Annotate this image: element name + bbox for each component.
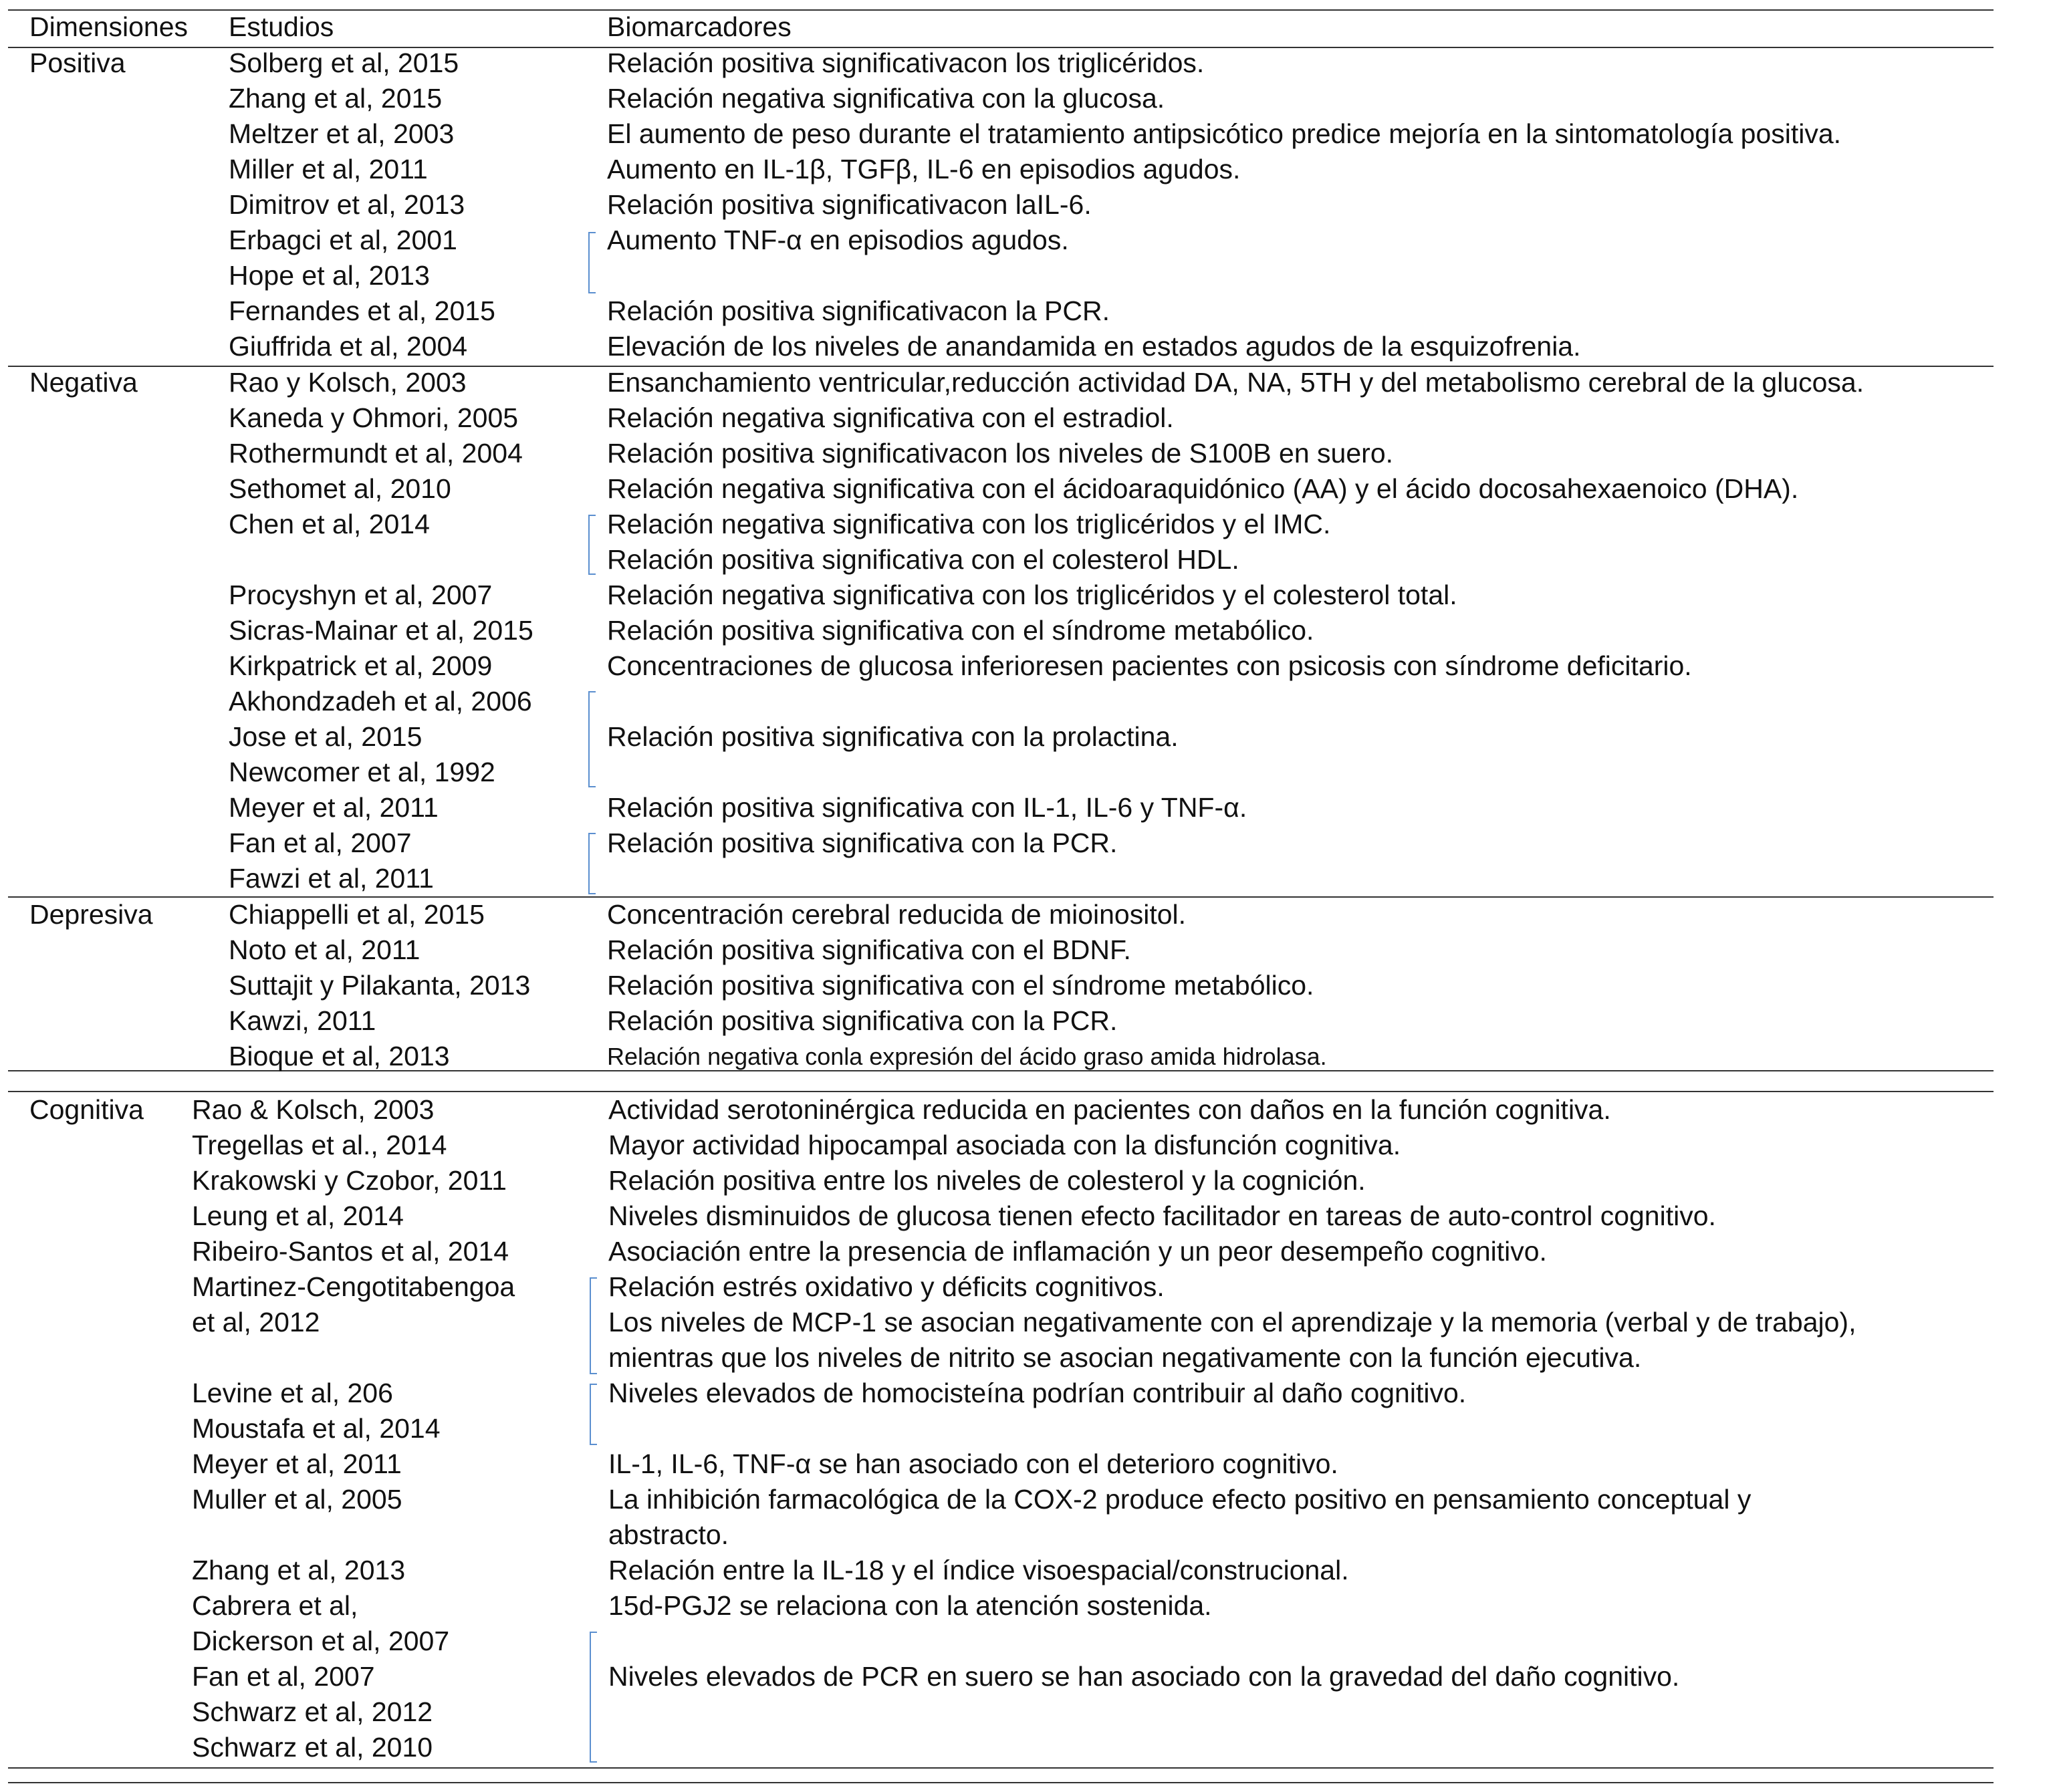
study-cell: Ribeiro-Santos et al, 2014 (192, 1236, 509, 1267)
study-cell: Kaneda y Ohmori, 2005 (229, 402, 519, 433)
study-cell: Krakowski y Czobor, 2011 (192, 1165, 507, 1196)
study-cell: Sicras-Mainar et al, 2015 (229, 615, 533, 646)
group-bracket (588, 232, 596, 293)
study-cell: et al, 2012 (192, 1307, 320, 1337)
biomarker-cell: Relación estrés oxidativo y déficits cognitivos. (608, 1271, 1165, 1302)
biomarker-cell: Relación positiva significativacon la PCR. (607, 295, 1110, 326)
biomarker-cell: El aumento de peso durante el tratamiento antipsicótico predice mejoría en la sintomatología positiva. (607, 118, 1842, 149)
study-cell: Fan et al, 2007 (229, 827, 412, 858)
study-cell: Rao & Kolsch, 2003 (192, 1094, 435, 1125)
study-cell: Kirkpatrick et al, 2009 (229, 650, 493, 681)
study-cell: Muller et al, 2005 (192, 1484, 402, 1515)
study-cell: Meyer et al, 2011 (229, 792, 439, 823)
biomarker-cell: Ensanchamiento ventricular,reducción actividad DA, NA, 5TH y del metabolismo cerebral de la glucosa. (607, 367, 1864, 398)
study-cell: Rao y Kolsch, 2003 (229, 367, 467, 398)
biomarker-cell: Relación negativa significativa con los triglicéridos y el colesterol total. (607, 580, 1457, 610)
study-cell: Schwarz et al, 2012 (192, 1696, 433, 1727)
dimension-label: Positiva (29, 47, 126, 78)
study-cell: Zhang et al, 2013 (192, 1555, 406, 1585)
study-cell: Cabrera et al, (192, 1590, 358, 1621)
study-cell: Fan et al, 2007 (192, 1661, 375, 1692)
group-bracket (590, 1277, 597, 1374)
biomarker-cell: Relación entre la IL-18 y el índice visoespacial/construcional. (608, 1555, 1349, 1585)
study-cell: Zhang et al, 2015 (229, 83, 443, 114)
biomarker-cell: Aumento TNF-α en episodios agudos. (607, 225, 1069, 255)
study-cell: Procyshyn et al, 2007 (229, 580, 493, 610)
bottom-rule-a (8, 1767, 1994, 1769)
study-cell: Schwarz et al, 2010 (192, 1732, 433, 1763)
biomarker-cell: Aumento en IL-1β, TGFβ, IL-6 en episodios agudos. (607, 154, 1241, 184)
biomarker-cell: Los niveles de MCP-1 se asocian negativamente con el aprendizaje y la memoria (verbal y de trabajo), (608, 1307, 1856, 1337)
study-cell: Dickerson et al, 2007 (192, 1626, 450, 1656)
biomarker-cell: Concentración cerebral reducida de mioinositol. (607, 899, 1187, 930)
study-cell: Suttajit y Pilakanta, 2013 (229, 970, 531, 1001)
biomarker-cell: Mayor actividad hipocampal asociada con la disfunción cognitiva. (608, 1130, 1401, 1160)
group-bracket (588, 691, 596, 787)
study-cell: Fernandes et al, 2015 (229, 295, 495, 326)
biomarker-cell: Relación negativa significativa con el ácidoaraquidónico (AA) y el ácido docosahexaenoico (DHA). (607, 473, 1799, 504)
biomarker-cell: Relación positiva significativa con el colesterol HDL. (607, 544, 1239, 575)
study-cell: Erbagci et al, 2001 (229, 225, 457, 255)
biomarker-cell: mientras que los niveles de nitrito se asocian negativamente con la función ejecutiva. (608, 1342, 1642, 1373)
study-cell: Leung et al, 2014 (192, 1200, 404, 1231)
biomarker-cell: Actividad serotoninérgica reducida en pacientes con daños en la función cognitiva. (608, 1094, 1611, 1125)
group-bracket (588, 515, 596, 575)
biomarker-cell: Relación positiva significativa con el síndrome metabólico. (607, 615, 1314, 646)
study-cell: Newcomer et al, 1992 (229, 757, 495, 787)
study-cell: Jose et al, 2015 (229, 721, 423, 752)
biomarker-cell: Elevación de los niveles de anandamida en estados agudos de la esquizofrenia. (607, 331, 1581, 362)
biomarker-cell: 15d-PGJ2 se relaciona con la atención sostenida. (608, 1590, 1212, 1621)
biomarker-cell: Relación negativa conla expresión del ácido graso amida hidrolasa. (607, 1043, 1327, 1070)
biomarker-cell: Relación positiva significativa con el BDNF. (607, 934, 1131, 965)
biomarker-cell: Niveles disminuidos de glucosa tienen efecto facilitador en tareas de auto-control cognitivo. (608, 1200, 1716, 1231)
biomarker-cell: Relación positiva significativa con IL-1, IL-6 y TNF-α. (607, 792, 1247, 823)
study-cell: Meltzer et al, 2003 (229, 118, 455, 149)
biomarker-cell: Relación positiva significativacon los niveles de S100B en suero. (607, 438, 1394, 469)
study-cell: Dimitrov et al, 2013 (229, 189, 465, 220)
header-biomarkers: Biomarcadores (607, 11, 792, 42)
biomarker-cell: Relación positiva significativacon laIL-6. (607, 189, 1092, 220)
biomarker-cell: Relación negativa significativa con la glucosa. (607, 83, 1165, 114)
biomarker-cell: Relación positiva significativa con el síndrome metabólico. (607, 970, 1314, 1001)
biomarker-cell: Relación positiva entre los niveles de colesterol y la cognición. (608, 1165, 1366, 1196)
dimension-label: Cognitiva (29, 1094, 144, 1125)
group-bracket (590, 1632, 597, 1763)
study-cell: Tregellas et al., 2014 (192, 1130, 447, 1160)
biomarker-cell: Relación positiva significativacon los triglicéridos. (607, 47, 1205, 78)
dimension-label: Depresiva (29, 899, 153, 930)
biomarker-cell: Concentraciones de glucosa inferioresen pacientes con psicosis con síndrome deficitario. (607, 650, 1692, 681)
study-cell: Miller et al, 2011 (229, 154, 428, 184)
study-cell: Moustafa et al, 2014 (192, 1413, 441, 1444)
dimension-label: Negativa (29, 367, 138, 398)
biomarker-cell: Relación positiva significativa con la PCR. (607, 1005, 1118, 1036)
study-cell: Levine et al, 206 (192, 1378, 393, 1408)
study-cell: Sethomet al, 2010 (229, 473, 451, 504)
bottom-rule-b (8, 1782, 1994, 1783)
header-studies: Estudios (229, 11, 334, 42)
study-cell: Hope et al, 2013 (229, 260, 430, 291)
biomarker-cell: Relación positiva significativa con la prolactina. (607, 721, 1179, 752)
biomarker-cell: Relación positiva significativa con la PCR. (607, 827, 1118, 858)
study-cell: Noto et al, 2011 (229, 934, 420, 965)
biomarker-cell: Niveles elevados de PCR en suero se han asociado con la gravedad del daño cognitivo. (608, 1661, 1680, 1692)
study-cell: Fawzi et al, 2011 (229, 863, 434, 894)
biomarker-cell: La inhibición farmacológica de la COX-2 produce efecto positivo en pensamiento conceptual y (608, 1484, 1752, 1515)
study-cell: Giuffrida et al, 2004 (229, 331, 468, 362)
group-bracket (590, 1384, 597, 1445)
biomarker-cell: Relación negativa significativa con el estradiol. (607, 402, 1174, 433)
study-cell: Bioque et al, 2013 (229, 1041, 450, 1071)
study-cell: Martinez-Cengotitabengoa (192, 1271, 515, 1302)
group-bracket (588, 833, 596, 894)
header-dimension: Dimensiones (29, 11, 188, 42)
study-cell: Solberg et al, 2015 (229, 47, 459, 78)
study-cell: Meyer et al, 2011 (192, 1448, 402, 1479)
study-cell: Chen et al, 2014 (229, 509, 430, 539)
biomarker-cell: Niveles elevados de homocisteína podrían contribuir al daño cognitivo. (608, 1378, 1467, 1408)
biomarker-cell: Relación negativa significativa con los triglicéridos y el IMC. (607, 509, 1331, 539)
study-cell: Chiappelli et al, 2015 (229, 899, 485, 930)
study-cell: Akhondzadeh et al, 2006 (229, 686, 532, 717)
biomarker-cell: abstracto. (608, 1519, 729, 1550)
biomarker-cell: Asociación entre la presencia de inflamación y un peor desempeño cognitivo. (608, 1236, 1547, 1267)
study-cell: Kawzi, 2011 (229, 1005, 376, 1036)
study-cell: Rothermundt et al, 2004 (229, 438, 523, 469)
biomarker-cell: IL-1, IL-6, TNF-α se han asociado con el deterioro cognitivo. (608, 1448, 1338, 1479)
